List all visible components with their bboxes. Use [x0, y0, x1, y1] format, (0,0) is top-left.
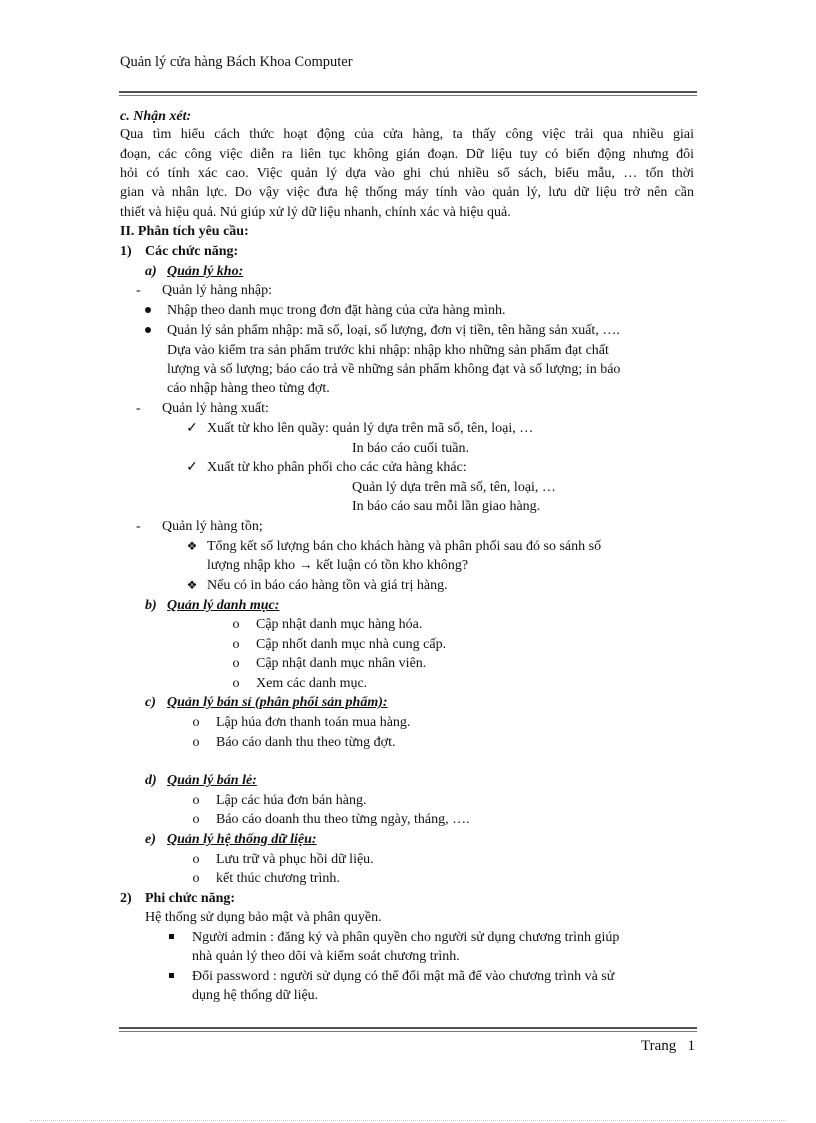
- list-item: Xuất từ kho lên quầy: quản lý dựa trên mã số, tên, loại, …: [207, 421, 534, 436]
- list-item: In báo cáo sau mỗi lần giao hàng.: [352, 499, 541, 514]
- dash-marker: -: [136, 519, 141, 534]
- page-number-value: 1: [687, 1038, 695, 1054]
- header-rule: [119, 91, 697, 96]
- list-item: Dựa vào kiểm tra sản phẩm trước khi nhập: nhập kho những sản phẩm đạt chất: [167, 343, 609, 358]
- diamond-bullet-icon: ❖: [186, 539, 198, 553]
- paragraph-line: Hệ thống sử dụng bảo mật và phân quyền.: [145, 910, 382, 925]
- list-item: In báo cáo cuối tuần.: [352, 441, 470, 456]
- subsection-heading-phi-chuc-nang: Phi chức năng:: [145, 891, 236, 906]
- circle-bullet-icon: o: [232, 676, 240, 691]
- paragraph-line: đoạn, các công việc diễn ra liên tục không gián đoạn. Dữ liệu tuy có biến động nhưng đôi: [120, 147, 694, 162]
- circle-bullet-icon: o: [232, 637, 240, 652]
- item-label: b): [145, 598, 157, 613]
- square-bullet-icon: [169, 973, 174, 978]
- paragraph-line: gian và nhân lực. Do vậy việc đưa hệ thống máy tính vào quản lý, lưu dữ liệu trở nên cần: [120, 185, 694, 200]
- list-item: Người admin : đăng ký và phân quyền cho người sử dụng chương trình giúp: [192, 930, 620, 945]
- list-item: Lưu trữ và phục hồi dữ liệu.: [216, 852, 374, 867]
- dash-marker: -: [136, 401, 141, 416]
- footer-rule: [119, 1027, 697, 1032]
- item-title-quan-ly-kho: Quản lý kho:: [167, 264, 244, 279]
- page-label: Trang: [640, 1038, 677, 1054]
- list-item: Lập húa đơn thanh toán mua hàng.: [216, 715, 411, 730]
- list-item: cáo nhập hàng theo từng đợt.: [167, 381, 330, 396]
- circle-bullet-icon: o: [192, 871, 200, 886]
- paragraph-line: Qua tìm hiểu cách thức hoạt động của cửa hàng, ta thấy công việc trải qua nhiều giai: [120, 127, 694, 142]
- item-title-ban-si: Quản lý bán sỉ (phân phối sản phẩm):: [167, 695, 388, 710]
- diamond-bullet-icon: ❖: [186, 578, 198, 592]
- list-item: Nếu có in báo cáo hàng tồn và giá trị hàng.: [207, 578, 448, 593]
- list-item: lượng và số lượng; báo cáo trả về những sản phẩm không đạt và số lượng; in báo: [167, 362, 621, 377]
- item-label: a): [145, 264, 157, 279]
- paragraph-line: thiết và hiệu quả. Nú giúp xử lý dữ liệu nhanh, chính xác và hiệu quả.: [120, 205, 511, 220]
- list-item: Lập các húa đơn bán hàng.: [216, 793, 367, 808]
- list-item: Báo cáo danh thu theo từng đợt.: [216, 735, 396, 750]
- circle-bullet-icon: o: [232, 656, 240, 671]
- page-header-title: Quản lý cửa hàng Bách Khoa Computer: [120, 54, 353, 70]
- list-title-hang-xuat: Quản lý hàng xuất:: [162, 401, 269, 416]
- bullet-icon: [145, 307, 151, 313]
- list-item: Báo cáo doanh thu theo từng ngày, tháng, ….: [216, 812, 470, 827]
- list-item: nhà quản lý theo dõi và kiểm soát chương trình.: [192, 949, 460, 964]
- list-item: Tổng kết số lượng bán cho khách hàng và phân phối sau đó so sánh số: [207, 539, 602, 554]
- page-edge: [30, 1120, 786, 1121]
- circle-bullet-icon: o: [192, 715, 200, 730]
- list-item: Nhập theo danh mục trong đơn đặt hàng của cửa hàng mình.: [167, 303, 506, 318]
- list-number: 2): [120, 891, 132, 906]
- list-item: Xuất từ kho phân phối cho các cửa hàng khác:: [207, 460, 467, 475]
- square-bullet-icon: [169, 934, 174, 939]
- circle-bullet-icon: o: [192, 735, 200, 750]
- list-item: lượng nhập kho → kết luận có tồn kho không?: [207, 558, 469, 573]
- item-title-ban-le: Quản lý bán lẻ:: [167, 773, 257, 788]
- list-item: Cập nhốt danh mục nhà cung cấp.: [256, 637, 447, 652]
- list-title-hang-nhap: Quản lý hàng nhập:: [162, 283, 273, 298]
- list-item: kết thúc chương trình.: [216, 871, 340, 886]
- circle-bullet-icon: o: [192, 793, 200, 808]
- list-item: Quản lý dựa trên mã số, tên, loại, …: [352, 480, 556, 495]
- list-item: Quản lý sản phẩm nhập: mã số, loại, số lượng, đơn vị tiền, tên hãng sản xuất, ….: [167, 323, 620, 338]
- checkmark-icon: ✓: [186, 460, 198, 475]
- list-item: dụng hệ thống dữ liệu.: [192, 988, 319, 1003]
- item-label: d): [145, 773, 157, 788]
- list-item: Đổi password : người sử dụng có thể đổi mật mã để vào chương trình và sử: [192, 969, 615, 984]
- list-item: Cập nhật danh mục hàng hóa.: [256, 617, 423, 632]
- circle-bullet-icon: o: [232, 617, 240, 632]
- page-number: [641, 1037, 695, 1056]
- list-number: 1): [120, 244, 132, 259]
- item-label: e): [145, 832, 156, 847]
- section-heading-phan-tich: II. Phân tích yêu cầu:: [120, 224, 249, 239]
- item-title-he-thong-du-lieu: Quản lý hệ thống dữ liệu:: [167, 832, 317, 847]
- item-label: c): [145, 695, 156, 710]
- circle-bullet-icon: o: [192, 852, 200, 867]
- list-item: Cập nhật danh mục nhân viên.: [256, 656, 427, 671]
- subsection-heading-chuc-nang: Các chức năng:: [145, 244, 239, 259]
- dash-marker: -: [136, 283, 141, 298]
- list-title-hang-ton: Quản lý hàng tồn;: [162, 519, 263, 534]
- list-item: Xem các danh mục.: [256, 676, 368, 691]
- checkmark-icon: ✓: [186, 421, 198, 436]
- item-title-danh-muc: Quản lý danh mục:: [167, 598, 280, 613]
- bullet-icon: [145, 327, 151, 333]
- circle-bullet-icon: o: [192, 812, 200, 827]
- paragraph-line: hỏi có tính xác cao. Việc quản lý dựa vào ghi chú nhiều sổ sách, biểu mẫu, … tốn thời: [120, 166, 694, 181]
- section-heading-nhan-xet: c. Nhận xét:: [120, 109, 192, 124]
